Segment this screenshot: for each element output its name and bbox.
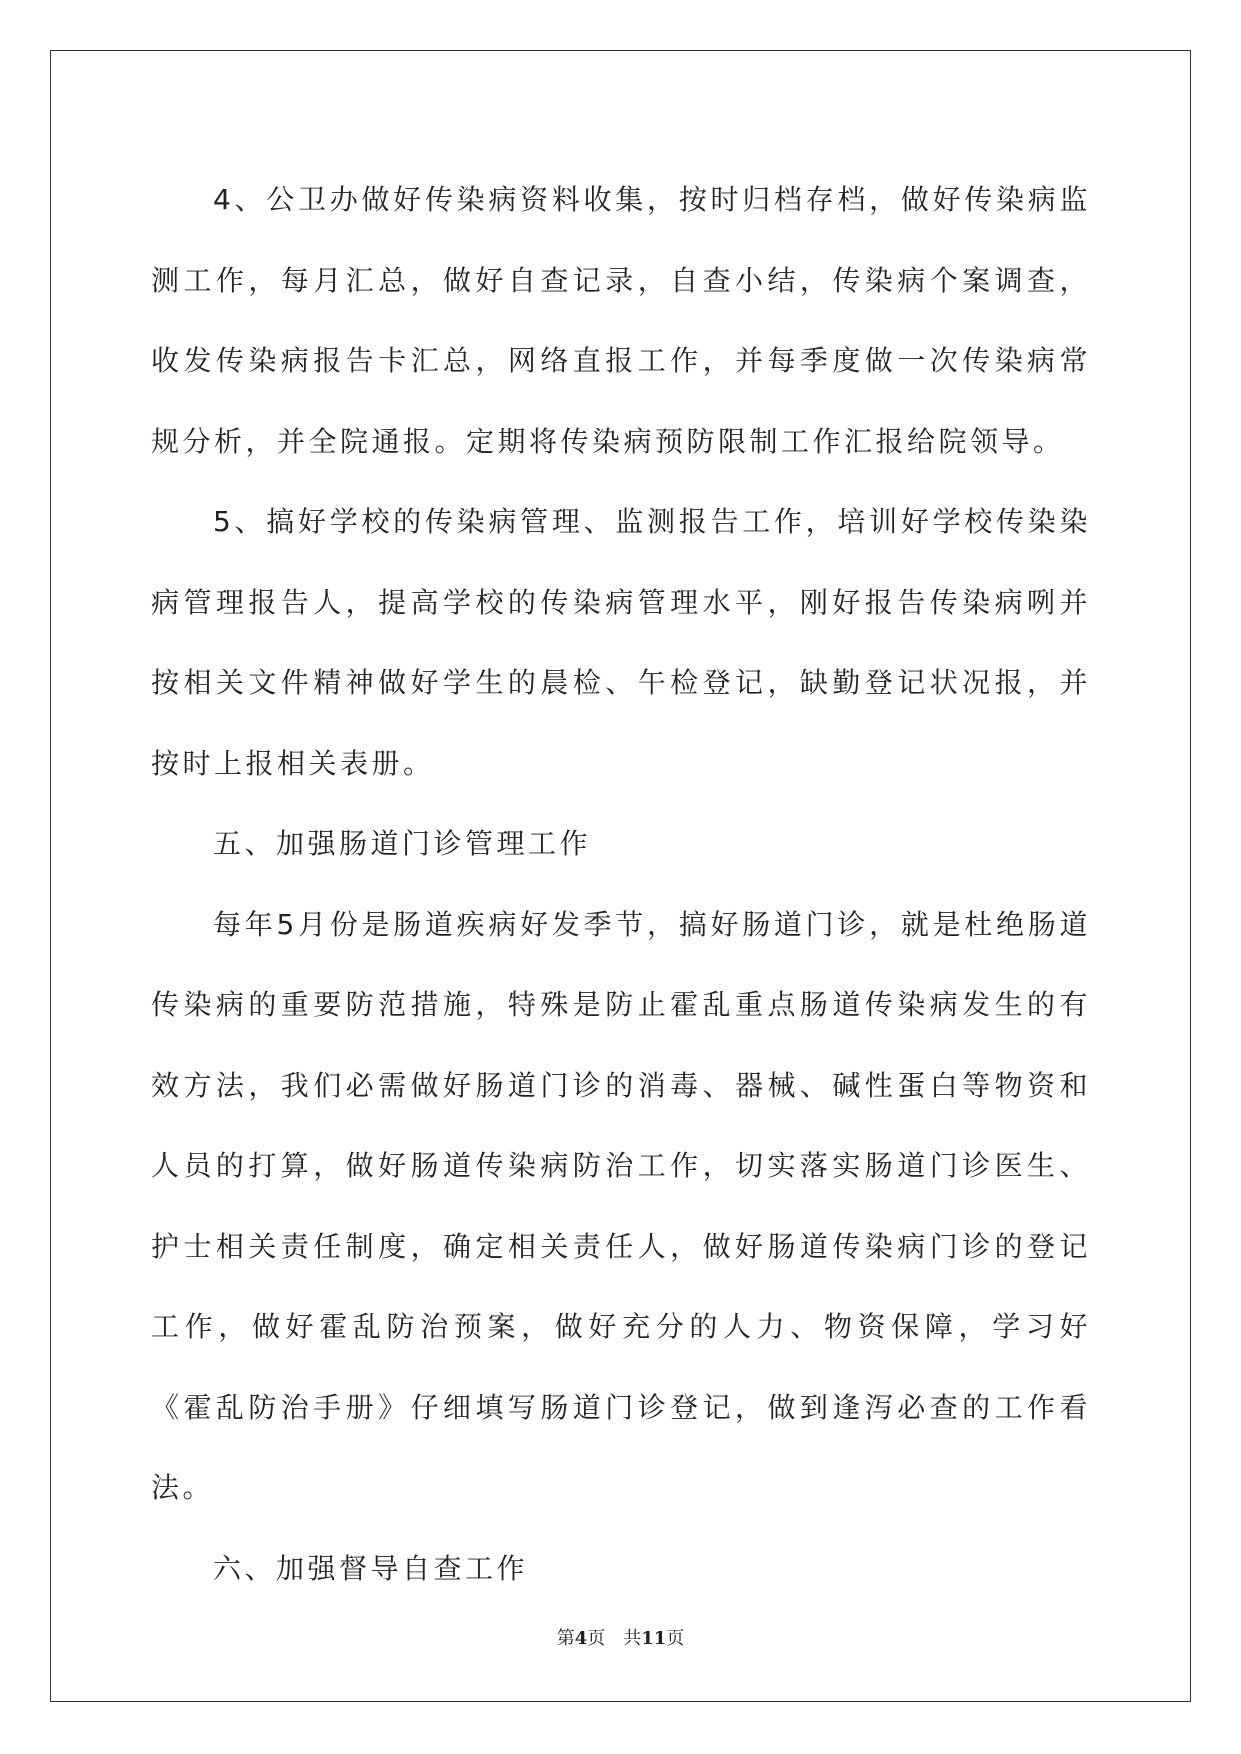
page-footer xyxy=(0,1624,1241,1650)
section-heading-six: 六、加强督导自查工作 xyxy=(213,1551,529,1585)
section-heading-five: 五、加强肠道门诊管理工作 xyxy=(213,827,592,860)
page-total-count: 11 xyxy=(641,1628,667,1649)
page-number-suffix: 页 xyxy=(587,1628,606,1649)
page-total-suffix: 页 xyxy=(666,1628,685,1649)
paragraph-item-5: 5、搞好学校的传染病管理、监测报告工作，培训好学校传染染病管理报告人，提高学校的传染病管理水平，刚好报告传染病咧并按相关文件精神做好学生的晨检、午检登记，缺勤登记状况报，并按时上报相关表册。 xyxy=(151,505,1091,780)
paragraph-item-4: 4、公卫办做好传染病资料收集，按时归档存档，做好传染病监测工作，每月汇总，做好自查记录，自查小结，传染病个案调查，收发传染病报告卡汇总，网络直报工作，并每季度做一次传染病常规分析，并全院通报。定期将传染病预防限制工作汇报给院领导。 xyxy=(151,183,1091,458)
paragraph-intestinal-clinic: 每年5月份是肠道疾病好发季节，搞好肠道门诊，就是杜绝肠道传染病的重要防范措施，特殊是防止霍乱重点肠道传染病发生的有效方法，我们必需做好肠道门诊的消毒、器械、碱性蛋白等物资和人员的打算，做好肠道传染病防治工作，切实落实肠道门诊医生、护士相关责任制度，确定相关责任人，做好肠道传染病门诊的登记工作，做好霍乱防治预案，做好充分的人力、物资保障，学习好《霍乱防治手册》仔细填写肠道门诊登记，做到逢泻必查的工作看法。 xyxy=(151,907,1091,1504)
page-total-prefix: 共 xyxy=(623,1628,642,1649)
page-number-current: 4 xyxy=(574,1628,588,1649)
page-number-prefix: 第 xyxy=(556,1628,575,1649)
document-body xyxy=(151,160,1091,1609)
